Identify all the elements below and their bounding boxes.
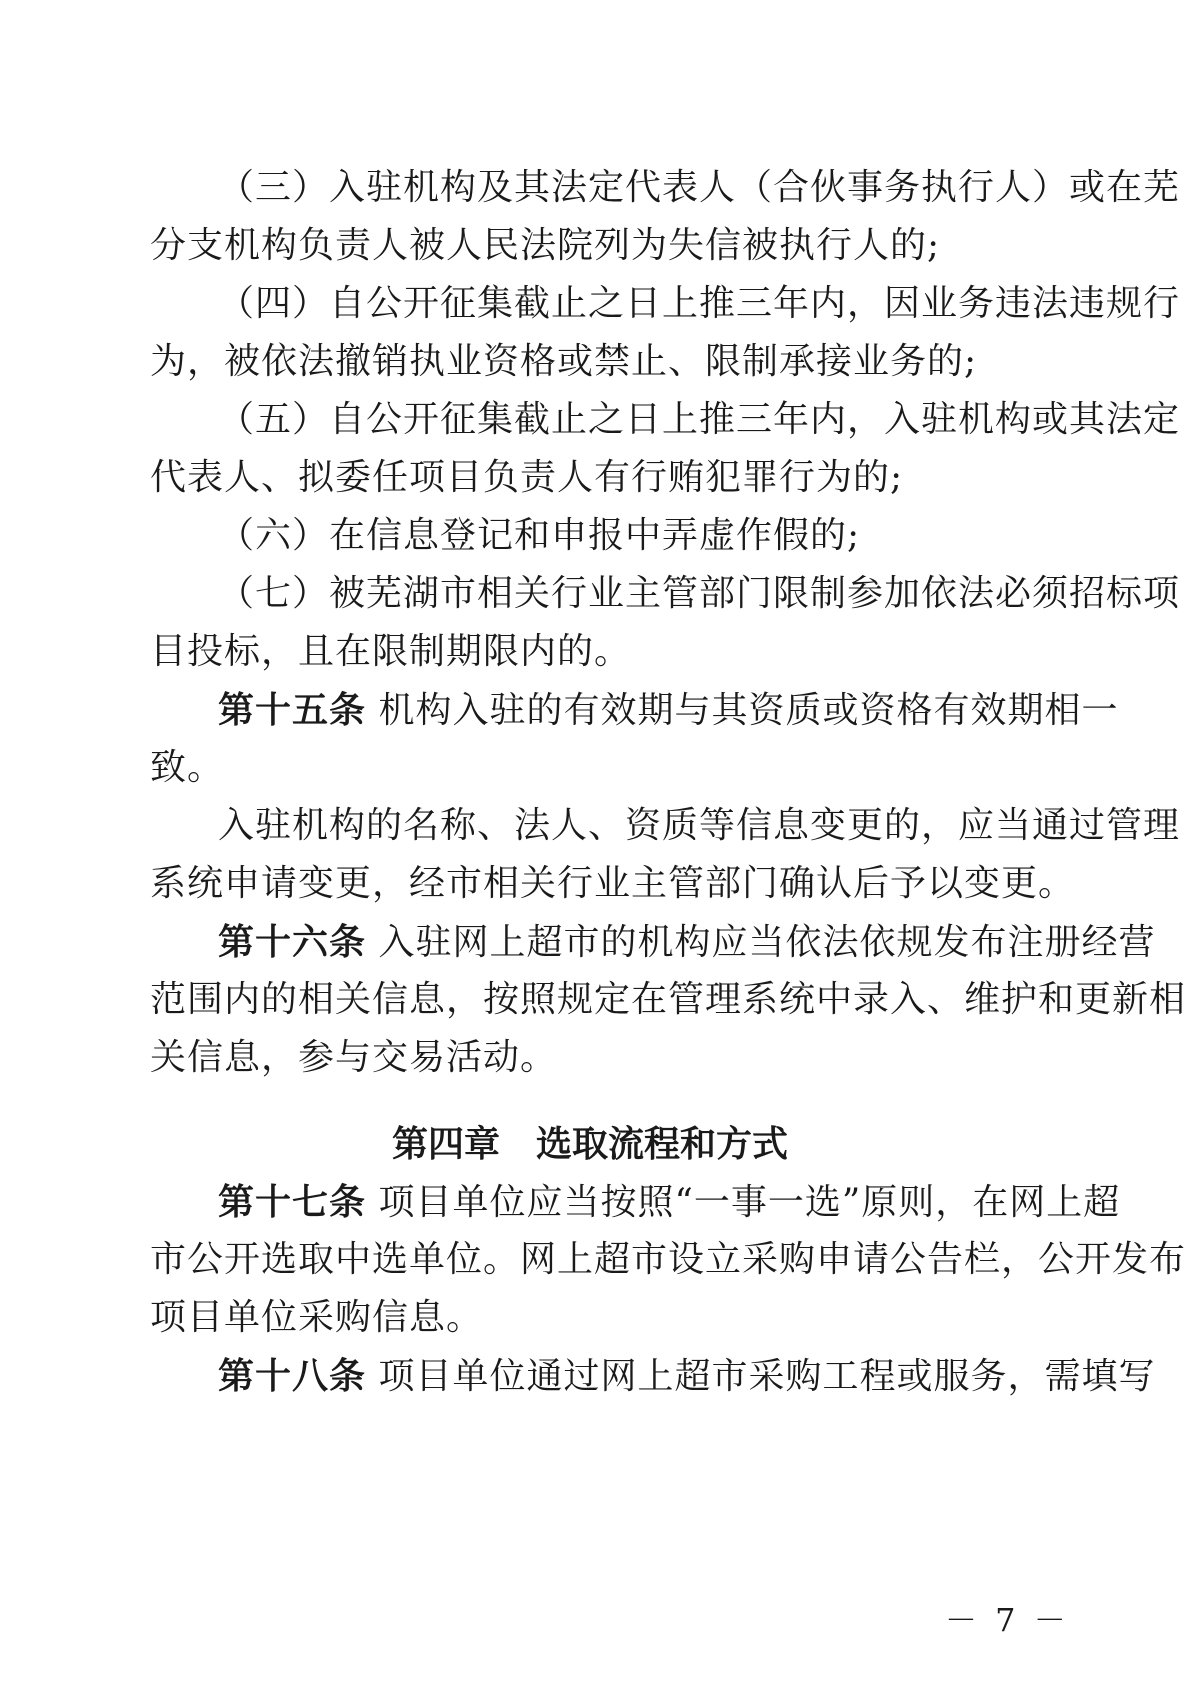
text-line: 为，被依法撤销执业资格或禁止、限制承接业务的; [150, 341, 978, 382]
text-line: （四）自公开征集截止之日上推三年内，因业务违法违规行 [218, 283, 1181, 324]
text-line: 关信息，参与交易活动。 [150, 1037, 558, 1078]
text-line: （七）被芜湖市相关行业主管部门限制参加依法必须招标项 [218, 573, 1181, 614]
page-number: － 7 － [945, 1601, 1070, 1639]
article-label: 第十八条 [218, 1355, 367, 1397]
text-line: 分支机构负责人被人民法院列为失信被执行人的; [150, 225, 941, 266]
text-line: （五）自公开征集截止之日上推三年内，入驻机构或其法定 [218, 399, 1181, 440]
article-text: 机构入驻的有效期与其资质或资格有效期相一 [378, 690, 1119, 731]
article-17 [150, 1178, 1121, 1227]
text-line: 系统申请变更，经市相关行业主管部门确认后予以变更。 [150, 863, 1076, 904]
text-line: 项目单位采购信息。 [150, 1297, 484, 1338]
article-18 [150, 1352, 1156, 1401]
article-text: 项目单位应当按照“一事一选”原则，在网上超 [378, 1182, 1121, 1223]
text-line: （三）入驻机构及其法定代表人（合伙事务执行人）或在芜 [218, 167, 1181, 208]
text-line: 入驻机构的名称、法人、资质等信息变更的，应当通过管理 [218, 805, 1181, 846]
article-16 [150, 918, 1156, 967]
text-line: 范围内的相关信息，按照规定在管理系统中录入、维护和更新相 [150, 979, 1187, 1020]
text-line: 目投标，且在限制期限内的。 [150, 631, 632, 672]
text-line: （六）在信息登记和申报中弄虚作假的; [218, 515, 861, 556]
text-line: 致。 [150, 747, 225, 788]
article-label: 第十六条 [218, 921, 367, 963]
text-line: 代表人、拟委任项目负责人有行贿犯罪行为的; [150, 457, 904, 498]
article-text: 入驻网上超市的机构应当依法依规发布注册经营 [378, 922, 1156, 963]
article-label: 第十五条 [218, 689, 367, 731]
article-text: 项目单位通过网上超市采购工程或服务，需填写 [378, 1356, 1156, 1397]
article-label: 第十七条 [218, 1181, 367, 1223]
article-15 [150, 686, 1119, 735]
text-line: 市公开选取中选单位。网上超市设立采购申请公告栏，公开发布 [150, 1239, 1187, 1280]
chapter-heading: 第四章 选取流程和方式 [391, 1123, 788, 1165]
